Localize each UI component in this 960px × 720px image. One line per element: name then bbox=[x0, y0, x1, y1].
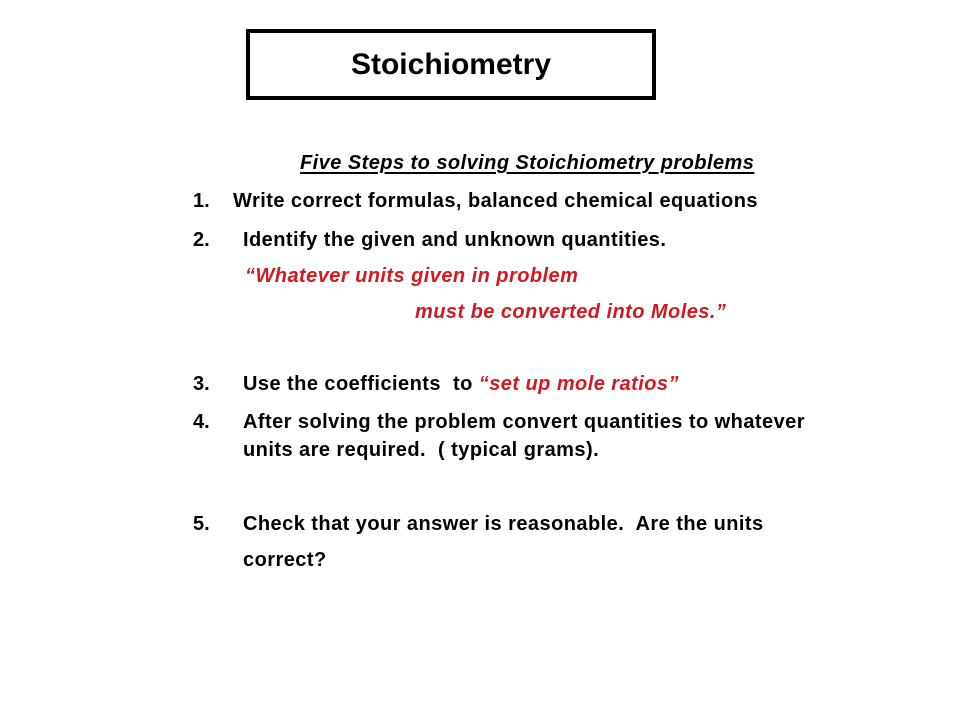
step-5-number: 5. bbox=[193, 513, 210, 535]
step-4-number: 4. bbox=[193, 411, 210, 433]
step-1-text: Write correct formulas, balanced chemical equations bbox=[233, 190, 758, 212]
step-2-quote-line-1: “Whatever units given in problem bbox=[245, 265, 579, 287]
title-box bbox=[246, 29, 656, 100]
step-2-text: Identify the given and unknown quantities. bbox=[243, 229, 667, 251]
step-4-line-1: After solving the problem convert quantities to whatever bbox=[243, 411, 805, 433]
step-3-text-row bbox=[243, 372, 679, 396]
step-5-line-1: Check that your answer is reasonable. Are the units bbox=[243, 513, 764, 535]
step-2-quote-line-2: must be converted into Moles.” bbox=[415, 301, 727, 323]
step-5-line-2: correct? bbox=[243, 549, 327, 571]
step-2-number: 2. bbox=[193, 229, 210, 251]
step-4-line-2: units are required. ( typical grams). bbox=[243, 439, 600, 461]
subtitle: Five Steps to solving Stoichiometry problems bbox=[300, 152, 755, 174]
slide-title: Stoichiometry bbox=[350, 47, 552, 81]
step-3-quote: “set up mole ratios” bbox=[478, 373, 679, 395]
step-1-number: 1. bbox=[193, 190, 210, 212]
step-3-text: Use the coefficients to bbox=[243, 373, 473, 395]
step-3-number: 3. bbox=[193, 373, 210, 395]
